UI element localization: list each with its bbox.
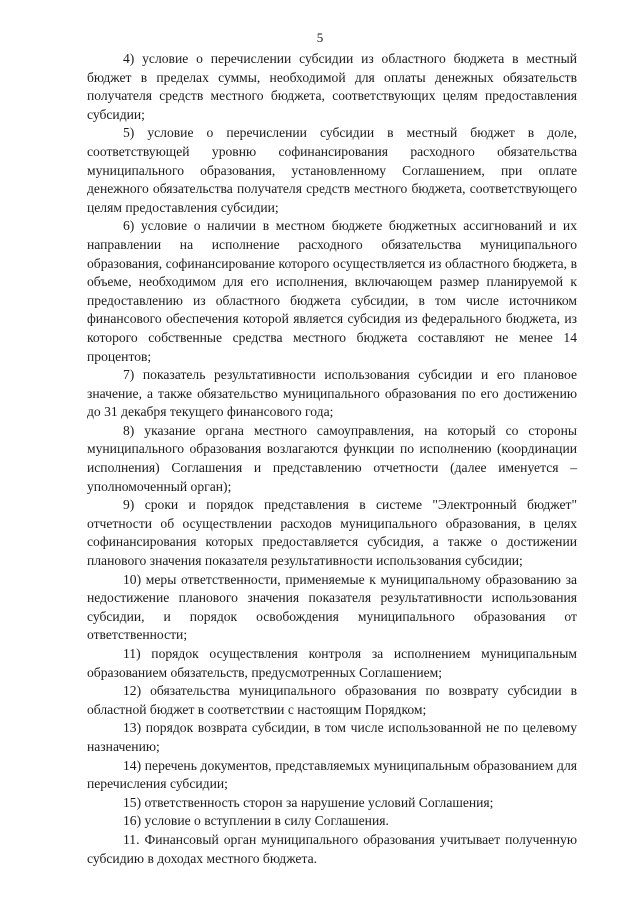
page-number: 5 (316, 30, 324, 45)
document-body (87, 50, 577, 868)
paragraph-item-12: 12) обязательства муниципального образования по возврату субсидии в областной бюджет в соответствии с настоящим Порядком; (87, 683, 577, 717)
paragraph-item-13: 13) порядок возврата субсидии, в том числе использованной не по целевому назначению; (87, 720, 577, 754)
paragraph-item-14: 14) перечень документов, представляемых муниципальным образованием для перечисления субсидии; (87, 757, 577, 792)
paragraph-item-8: 8) указание органа местного самоуправления, на который со стороны муниципального образования возлагаются функции по исполнению (координации исполнения) Соглашения и представлению отчетности (далее именуется – уполномоченный орган); (87, 422, 577, 494)
paragraph-item-6: 6) условие о наличии в местном бюджете бюджетных ассигнований и их направлении на исполнение расходного обязательства муниципального образования, софинансирование которого осуществляется из областного бюджета, в объеме, необходимом для его исполнения, включающем размер планируемой к предоставлению из областного бюджета субсидии, в том числе источником финансового обеспечения которой является субсидия из федерального бюджета, из которого собственные средства местного бюджета составляют не менее 14 процентов; (87, 218, 577, 364)
paragraph-item-4: 4) условие о перечислении субсидии из областного бюджета в местный бюджет в пределах суммы, необходимой для оплаты денежных обязательств получателя средств местного бюджета, соответствующих целям предоставления субсидии; (87, 51, 577, 122)
paragraph-item-15: 15) ответственность сторон за нарушение условий Соглашения; (123, 794, 494, 810)
paragraph-item-11: 11) порядок осуществления контроля за исполнением муниципальным образованием обязательств, предусмотренных Соглашением; (87, 646, 577, 680)
paragraph-item-9: 9) сроки и порядок представления в системе "Электронный бюджет" отчетности об осуществлении расходов муниципального образования, в целях софинансирования которых предоставляется субсидия, а также о достижении планового значения показателя результативности использования субсидии; (87, 497, 577, 569)
paragraph-item-16: 16) условие о вступлении в силу Соглашения. (123, 813, 389, 829)
paragraph-item-5: 5) условие о перечислении субсидии в местный бюджет в доле, соответствующей уровню софинансирования расходного обязательства муниципального образования, установленному Соглашением, при оплате денежного обязательства получателя средств местного бюджета, соответствующего целям предоставления субсидии; (87, 125, 577, 215)
section-11-paragraph: 11. Финансовый орган муниципального образования учитывает полученную субсидию в доходах местного бюджета. (87, 831, 577, 866)
paragraph-item-10: 10) меры ответственности, применяемые к муниципальному образованию за недостижение планового значения показателя результативности использования субсидии, и порядок освобождения муниципального образования от ответственности; (87, 571, 577, 643)
paragraph-item-7: 7) показатель результативности использования субсидии и его плановое значение, а также обязательство муниципального образования по его достижению до 31 декабря текущего финансового года; (87, 367, 577, 420)
